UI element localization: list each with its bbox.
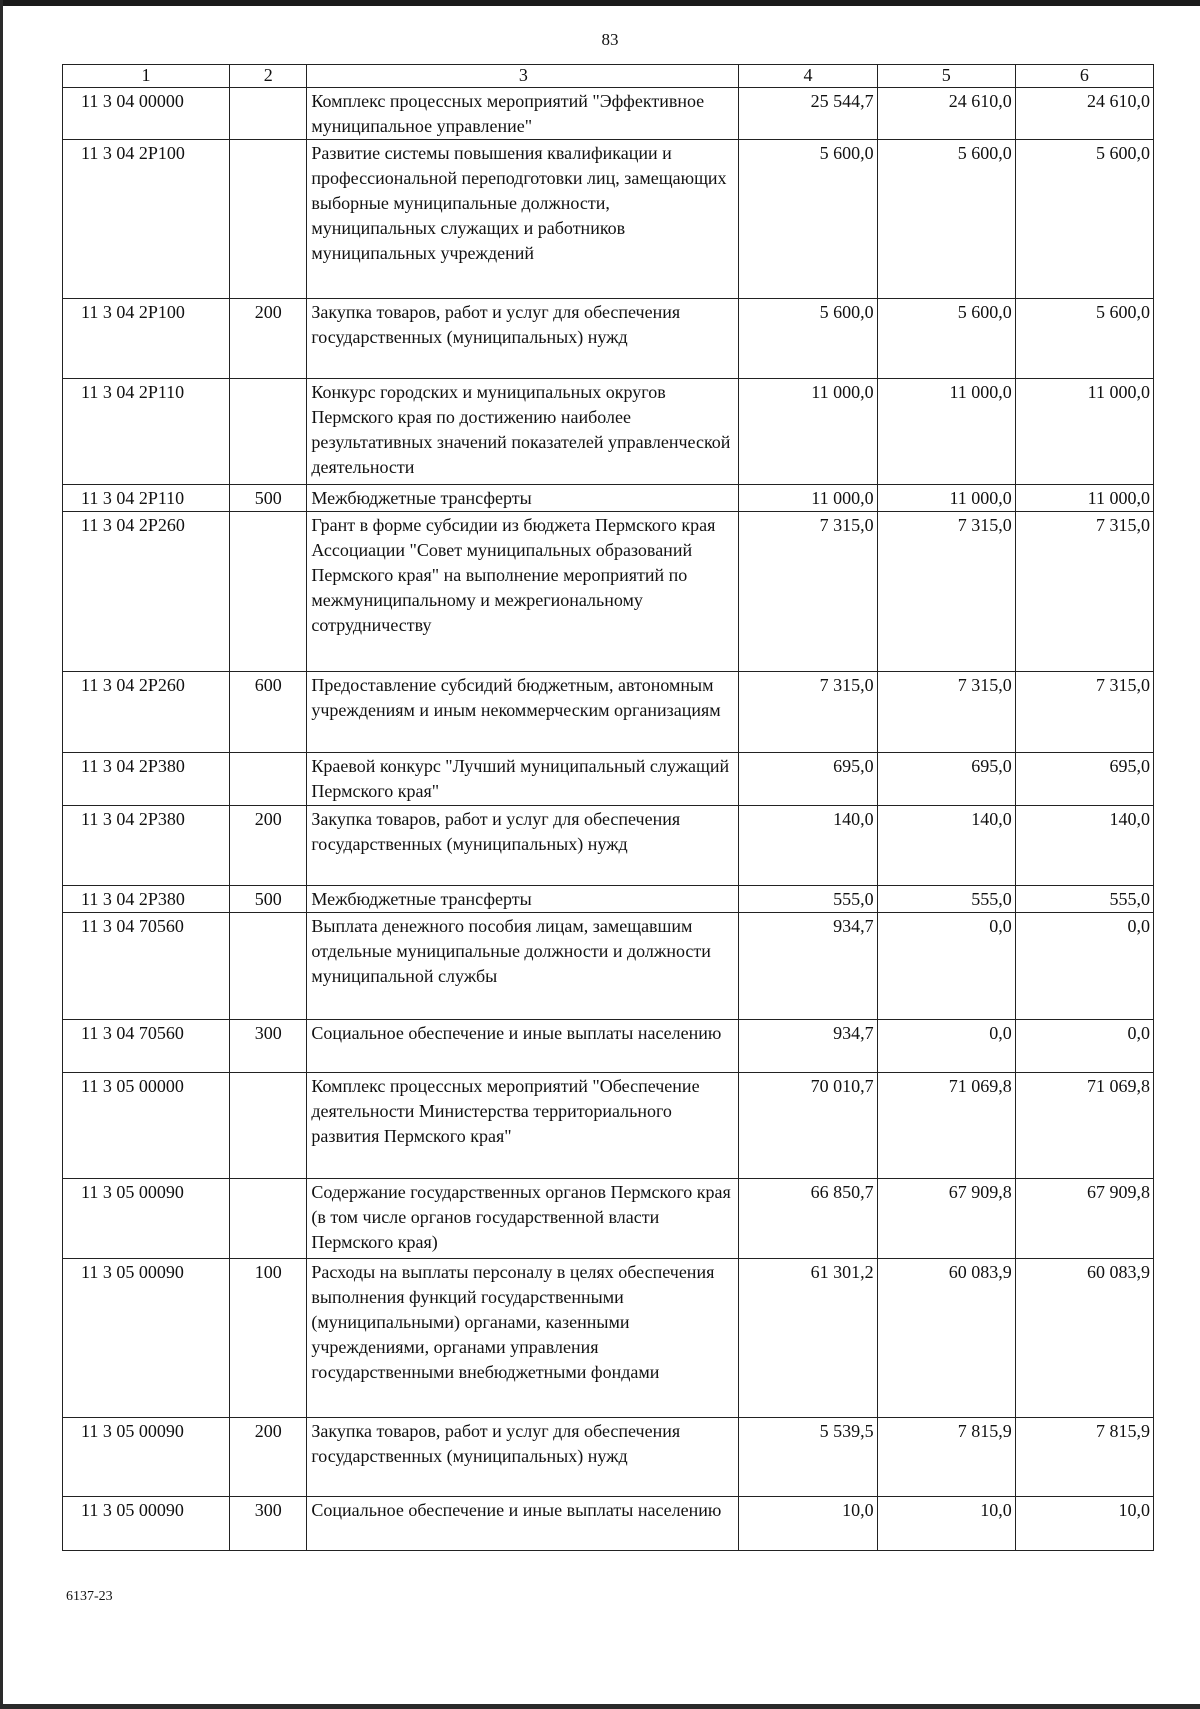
row-value-col6: 555,0 [1015, 886, 1153, 913]
row-code: 11 3 04 70560 [63, 913, 230, 1020]
table-row [63, 379, 1154, 485]
row-value-col4: 555,0 [739, 886, 877, 913]
row-code: 11 3 05 00000 [63, 1073, 230, 1179]
row-value-col4: 66 850,7 [739, 1179, 877, 1259]
row-value-col5: 695,0 [877, 753, 1015, 806]
row-value-col5: 5 600,0 [877, 299, 1015, 379]
document-code: 6137-23 [66, 1589, 113, 1604]
row-description: Краевой конкурс "Лучший муниципальный служащий Пермского края" [307, 753, 739, 806]
row-value-col6: 60 083,9 [1015, 1259, 1153, 1418]
row-value-col5: 7 815,9 [877, 1418, 1015, 1497]
row-kind [230, 140, 307, 299]
row-value-col4: 10,0 [739, 1497, 877, 1551]
row-value-col5: 11 000,0 [877, 379, 1015, 485]
row-value-col4: 5 600,0 [739, 140, 877, 299]
row-code: 11 3 04 2Р260 [63, 672, 230, 753]
header-col-6: 6 [1015, 65, 1153, 88]
row-value-col6: 140,0 [1015, 806, 1153, 886]
row-value-col6: 695,0 [1015, 753, 1153, 806]
row-kind: 500 [230, 886, 307, 913]
row-description: Межбюджетные трансферты [307, 485, 739, 512]
row-value-col5: 10,0 [877, 1497, 1015, 1551]
row-value-col4: 934,7 [739, 1020, 877, 1073]
row-value-col4: 7 315,0 [739, 672, 877, 753]
budget-table [62, 64, 1154, 1551]
row-description: Комплекс процессных мероприятий "Обеспечение деятельности Министерства территориального развития Пермского края" [307, 1073, 739, 1179]
scan-top-edge [0, 0, 1200, 6]
row-value-col4: 5 539,5 [739, 1418, 877, 1497]
row-value-col4: 11 000,0 [739, 485, 877, 512]
row-code: 11 3 04 2Р380 [63, 886, 230, 913]
row-value-col6: 10,0 [1015, 1497, 1153, 1551]
row-description: Закупка товаров, работ и услуг для обеспечения государственных (муниципальных) нужд [307, 1418, 739, 1497]
row-description: Содержание государственных органов Пермского края (в том числе органов государственной власти Пермского края) [307, 1179, 739, 1259]
table-header-row [63, 65, 1154, 88]
row-value-col6: 11 000,0 [1015, 379, 1153, 485]
row-value-col4: 934,7 [739, 913, 877, 1020]
row-value-col6: 7 315,0 [1015, 672, 1153, 753]
row-code: 11 3 04 2Р110 [63, 485, 230, 512]
row-value-col5: 7 315,0 [877, 672, 1015, 753]
row-description: Закупка товаров, работ и услуг для обеспечения государственных (муниципальных) нужд [307, 806, 739, 886]
row-value-col4: 5 600,0 [739, 299, 877, 379]
row-value-col5: 0,0 [877, 1020, 1015, 1073]
row-code: 11 3 04 00000 [63, 88, 230, 140]
row-code: 11 3 05 00090 [63, 1497, 230, 1551]
table-row [63, 886, 1154, 913]
row-description: Комплекс процессных мероприятий "Эффективное муниципальное управление" [307, 88, 739, 140]
table-row [63, 753, 1154, 806]
row-description: Социальное обеспечение и иные выплаты населению [307, 1020, 739, 1073]
row-description: Грант в форме субсидии из бюджета Пермского края Ассоциации "Совет муниципальных образований Пермского края" на выполнение мероприятий по межмуниципальному и межрегиональному сотрудничеству [307, 512, 739, 672]
row-value-col5: 11 000,0 [877, 485, 1015, 512]
scan-left-edge [0, 0, 3, 1709]
row-value-col6: 7 315,0 [1015, 512, 1153, 672]
row-kind [230, 88, 307, 140]
row-code: 11 3 04 2Р100 [63, 299, 230, 379]
table-row [63, 1418, 1154, 1497]
header-col-2: 2 [230, 65, 307, 88]
page-number: 83 [601, 30, 619, 49]
row-description: Межбюджетные трансферты [307, 886, 739, 913]
table-row [63, 512, 1154, 672]
row-value-col5: 24 610,0 [877, 88, 1015, 140]
row-kind: 300 [230, 1497, 307, 1551]
row-value-col4: 61 301,2 [739, 1259, 877, 1418]
row-kind: 300 [230, 1020, 307, 1073]
row-value-col6: 0,0 [1015, 1020, 1153, 1073]
row-description: Закупка товаров, работ и услуг для обеспечения государственных (муниципальных) нужд [307, 299, 739, 379]
table-row [63, 913, 1154, 1020]
row-kind [230, 1073, 307, 1179]
row-kind [230, 379, 307, 485]
row-kind [230, 753, 307, 806]
row-value-col4: 140,0 [739, 806, 877, 886]
row-value-col6: 0,0 [1015, 913, 1153, 1020]
row-value-col4: 25 544,7 [739, 88, 877, 140]
row-value-col5: 67 909,8 [877, 1179, 1015, 1259]
table-row [63, 1073, 1154, 1179]
row-description: Предоставление субсидий бюджетным, автономным учреждениям и иным некоммерческим организациям [307, 672, 739, 753]
row-value-col5: 555,0 [877, 886, 1015, 913]
row-kind: 600 [230, 672, 307, 753]
table-row [63, 1497, 1154, 1551]
row-code: 11 3 05 00090 [63, 1259, 230, 1418]
table-row [63, 485, 1154, 512]
row-code: 11 3 04 2Р260 [63, 512, 230, 672]
row-value-col6: 71 069,8 [1015, 1073, 1153, 1179]
row-value-col4: 11 000,0 [739, 379, 877, 485]
header-col-4: 4 [739, 65, 877, 88]
row-description: Выплата денежного пособия лицам, замещавшим отдельные муниципальные должности и должности муниципальной службы [307, 913, 739, 1020]
row-kind: 500 [230, 485, 307, 512]
table-row [63, 88, 1154, 140]
row-description: Социальное обеспечение и иные выплаты населению [307, 1497, 739, 1551]
row-code: 11 3 04 2Р380 [63, 753, 230, 806]
row-value-col5: 60 083,9 [877, 1259, 1015, 1418]
row-kind [230, 512, 307, 672]
row-value-col6: 11 000,0 [1015, 485, 1153, 512]
row-value-col4: 695,0 [739, 753, 877, 806]
row-value-col6: 5 600,0 [1015, 299, 1153, 379]
row-value-col5: 71 069,8 [877, 1073, 1015, 1179]
row-description: Развитие системы повышения квалификации и профессиональной переподготовки лиц, замещающих выборные муниципальные должности, муниципальных служащих и работников муниципальных учреждений [307, 140, 739, 299]
row-value-col4: 7 315,0 [739, 512, 877, 672]
row-description: Расходы на выплаты персоналу в целях обеспечения выполнения функций государственными (муниципальными) органами, казенными учреждениями, органами управления государственными внебюджетными фондами [307, 1259, 739, 1418]
header-col-1: 1 [63, 65, 230, 88]
table-row [63, 1259, 1154, 1418]
row-kind: 200 [230, 299, 307, 379]
scan-bottom-edge [0, 1704, 1200, 1709]
row-code: 11 3 05 00090 [63, 1418, 230, 1497]
row-value-col4: 70 010,7 [739, 1073, 877, 1179]
row-kind [230, 913, 307, 1020]
row-code: 11 3 05 00090 [63, 1179, 230, 1259]
row-code: 11 3 04 2Р380 [63, 806, 230, 886]
table-row [63, 140, 1154, 299]
row-value-col5: 0,0 [877, 913, 1015, 1020]
row-value-col6: 5 600,0 [1015, 140, 1153, 299]
row-value-col6: 7 815,9 [1015, 1418, 1153, 1497]
row-kind: 200 [230, 806, 307, 886]
row-kind [230, 1179, 307, 1259]
row-value-col5: 5 600,0 [877, 140, 1015, 299]
table-row [63, 672, 1154, 753]
row-kind: 200 [230, 1418, 307, 1497]
header-col-3: 3 [307, 65, 739, 88]
table-row [63, 299, 1154, 379]
table-row [63, 1179, 1154, 1259]
row-value-col6: 67 909,8 [1015, 1179, 1153, 1259]
header-col-5: 5 [877, 65, 1015, 88]
row-description: Конкурс городских и муниципальных округов Пермского края по достижению наиболее результативных значений показателей управленческой деятельности [307, 379, 739, 485]
row-code: 11 3 04 2Р100 [63, 140, 230, 299]
row-value-col6: 24 610,0 [1015, 88, 1153, 140]
row-value-col5: 7 315,0 [877, 512, 1015, 672]
row-code: 11 3 04 2Р110 [63, 379, 230, 485]
table-row [63, 1020, 1154, 1073]
table-row [63, 806, 1154, 886]
row-kind: 100 [230, 1259, 307, 1418]
row-value-col5: 140,0 [877, 806, 1015, 886]
row-code: 11 3 04 70560 [63, 1020, 230, 1073]
